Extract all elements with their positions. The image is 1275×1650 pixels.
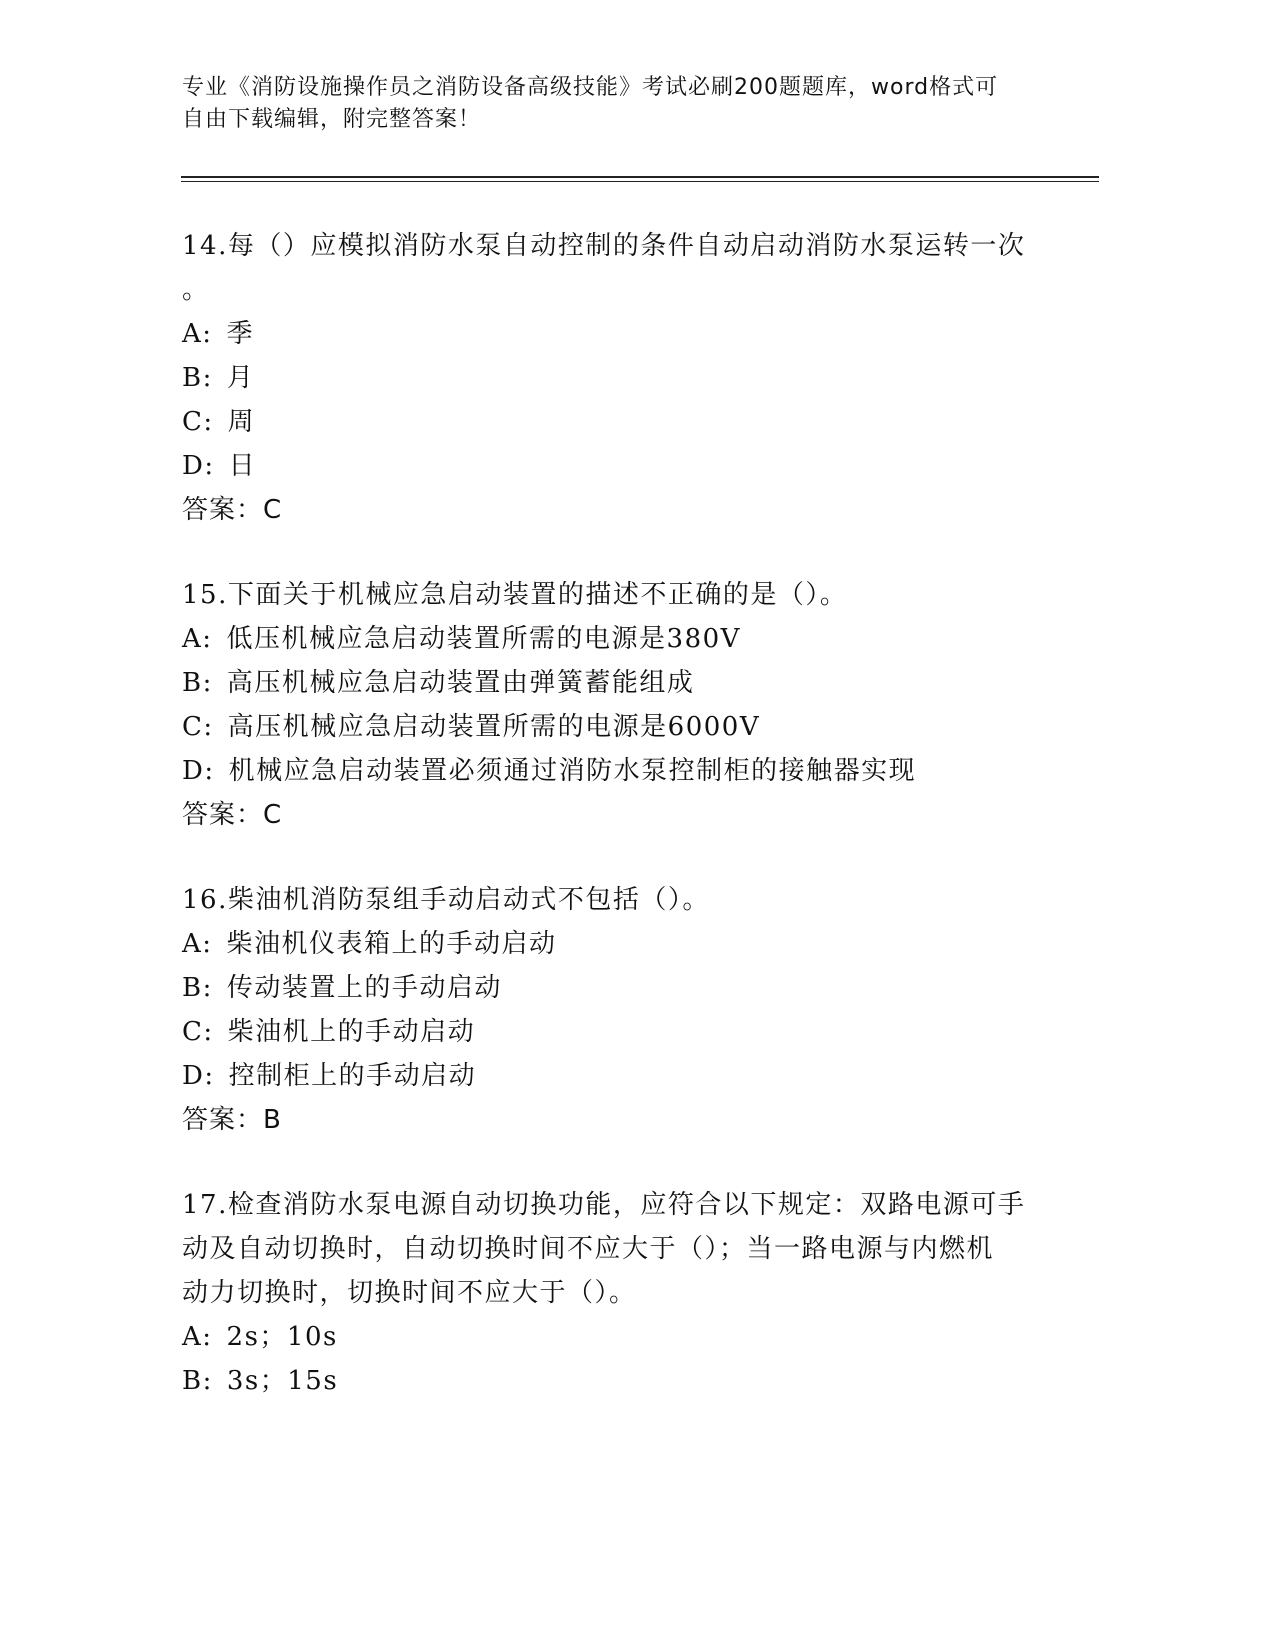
header-divider-thick	[181, 176, 1099, 178]
question-number: 16.	[182, 885, 228, 915]
option-letter: D:	[182, 1061, 215, 1091]
question-14	[182, 224, 1062, 532]
option-c	[182, 1010, 1062, 1054]
option-d	[182, 444, 1062, 488]
option-a	[182, 1315, 1062, 1359]
option-text: 日	[228, 451, 257, 481]
question-stem-line: 检查消防水泵电源自动切换功能，应符合以下规定：双路电源可手	[227, 1190, 1026, 1220]
question-stem	[182, 224, 1062, 268]
question-number: 17.	[182, 1190, 228, 1220]
option-text: 柴油机上的手动启动	[227, 1017, 476, 1047]
option-letter: C:	[182, 712, 214, 742]
question-stem-line: 每（）应模拟消防水泵自动控制的条件自动启动消防水泵运转一次	[227, 231, 1026, 261]
header-line-2: 自由下载编辑，附完整答案！	[182, 107, 482, 132]
question-stem-line: 下面关于机械应急启动装置的描述不正确的是（）。	[227, 580, 848, 610]
option-text: 2s；10s	[226, 1322, 338, 1352]
option-letter: A:	[182, 929, 213, 959]
question-stem-line: 柴油机消防泵组手动启动式不包括（）。	[227, 885, 710, 915]
option-letter: C:	[182, 407, 214, 437]
question-stem-continuation: 动力切换时，切换时间不应大于（）。	[182, 1278, 637, 1308]
option-text: 传动装置上的手动启动	[226, 973, 502, 1003]
answer-line: 答案：C	[182, 800, 283, 830]
option-text: 控制柜上的手动启动	[228, 1061, 477, 1091]
option-b	[182, 356, 1062, 400]
question-number: 15.	[182, 580, 228, 610]
answer-line: 答案：B	[182, 1105, 282, 1135]
header-line-1: 专业《消防设施操作员之消防设备高级技能》考试必刷200题题库，word格式可	[182, 75, 999, 100]
option-b	[182, 1359, 1062, 1403]
question-stem-continuation: 动及自动切换时，自动切换时间不应大于（）；当一路电源与内燃机	[182, 1234, 995, 1264]
option-text: 周	[227, 407, 256, 437]
option-letter: A:	[182, 624, 213, 654]
question-stem	[182, 878, 1062, 922]
question-stem-continuation: 。	[182, 275, 210, 305]
option-letter: B:	[182, 973, 213, 1003]
option-letter: C:	[182, 1017, 214, 1047]
option-letter: A:	[182, 319, 213, 349]
question-stem	[182, 1183, 1062, 1227]
option-text: 3s；15s	[226, 1366, 339, 1396]
option-text: 低压机械应急启动装置所需的电源是380V	[226, 624, 741, 654]
header-divider-thin	[181, 181, 1099, 182]
option-d	[182, 749, 1062, 793]
question-15	[182, 573, 1062, 837]
option-letter: B:	[182, 668, 213, 698]
question-16	[182, 878, 1062, 1142]
question-number: 14.	[182, 231, 228, 261]
option-c	[182, 400, 1062, 444]
option-a	[182, 312, 1062, 356]
option-letter: D:	[182, 756, 215, 786]
option-letter: D:	[182, 451, 215, 481]
option-letter: B:	[182, 363, 213, 393]
option-text: 高压机械应急启动装置由弹簧蓄能组成	[226, 668, 695, 698]
answer-line: 答案：C	[182, 495, 283, 525]
option-text: 月	[226, 363, 255, 393]
option-letter: B:	[182, 1366, 213, 1396]
option-text: 季	[226, 319, 255, 349]
option-b	[182, 966, 1062, 1010]
option-text: 高压机械应急启动装置所需的电源是6000V	[227, 712, 761, 742]
option-b	[182, 661, 1062, 705]
question-stem	[182, 573, 1062, 617]
option-text: 柴油机仪表箱上的手动启动	[226, 929, 557, 959]
option-c	[182, 705, 1062, 749]
option-letter: A:	[182, 1322, 213, 1352]
question-17	[182, 1183, 1062, 1403]
document-header	[182, 72, 1042, 136]
option-text: 机械应急启动装置必须通过消防水泵控制柜的接触器实现	[228, 756, 917, 786]
option-a	[182, 617, 1062, 661]
option-a	[182, 922, 1062, 966]
option-d	[182, 1054, 1062, 1098]
